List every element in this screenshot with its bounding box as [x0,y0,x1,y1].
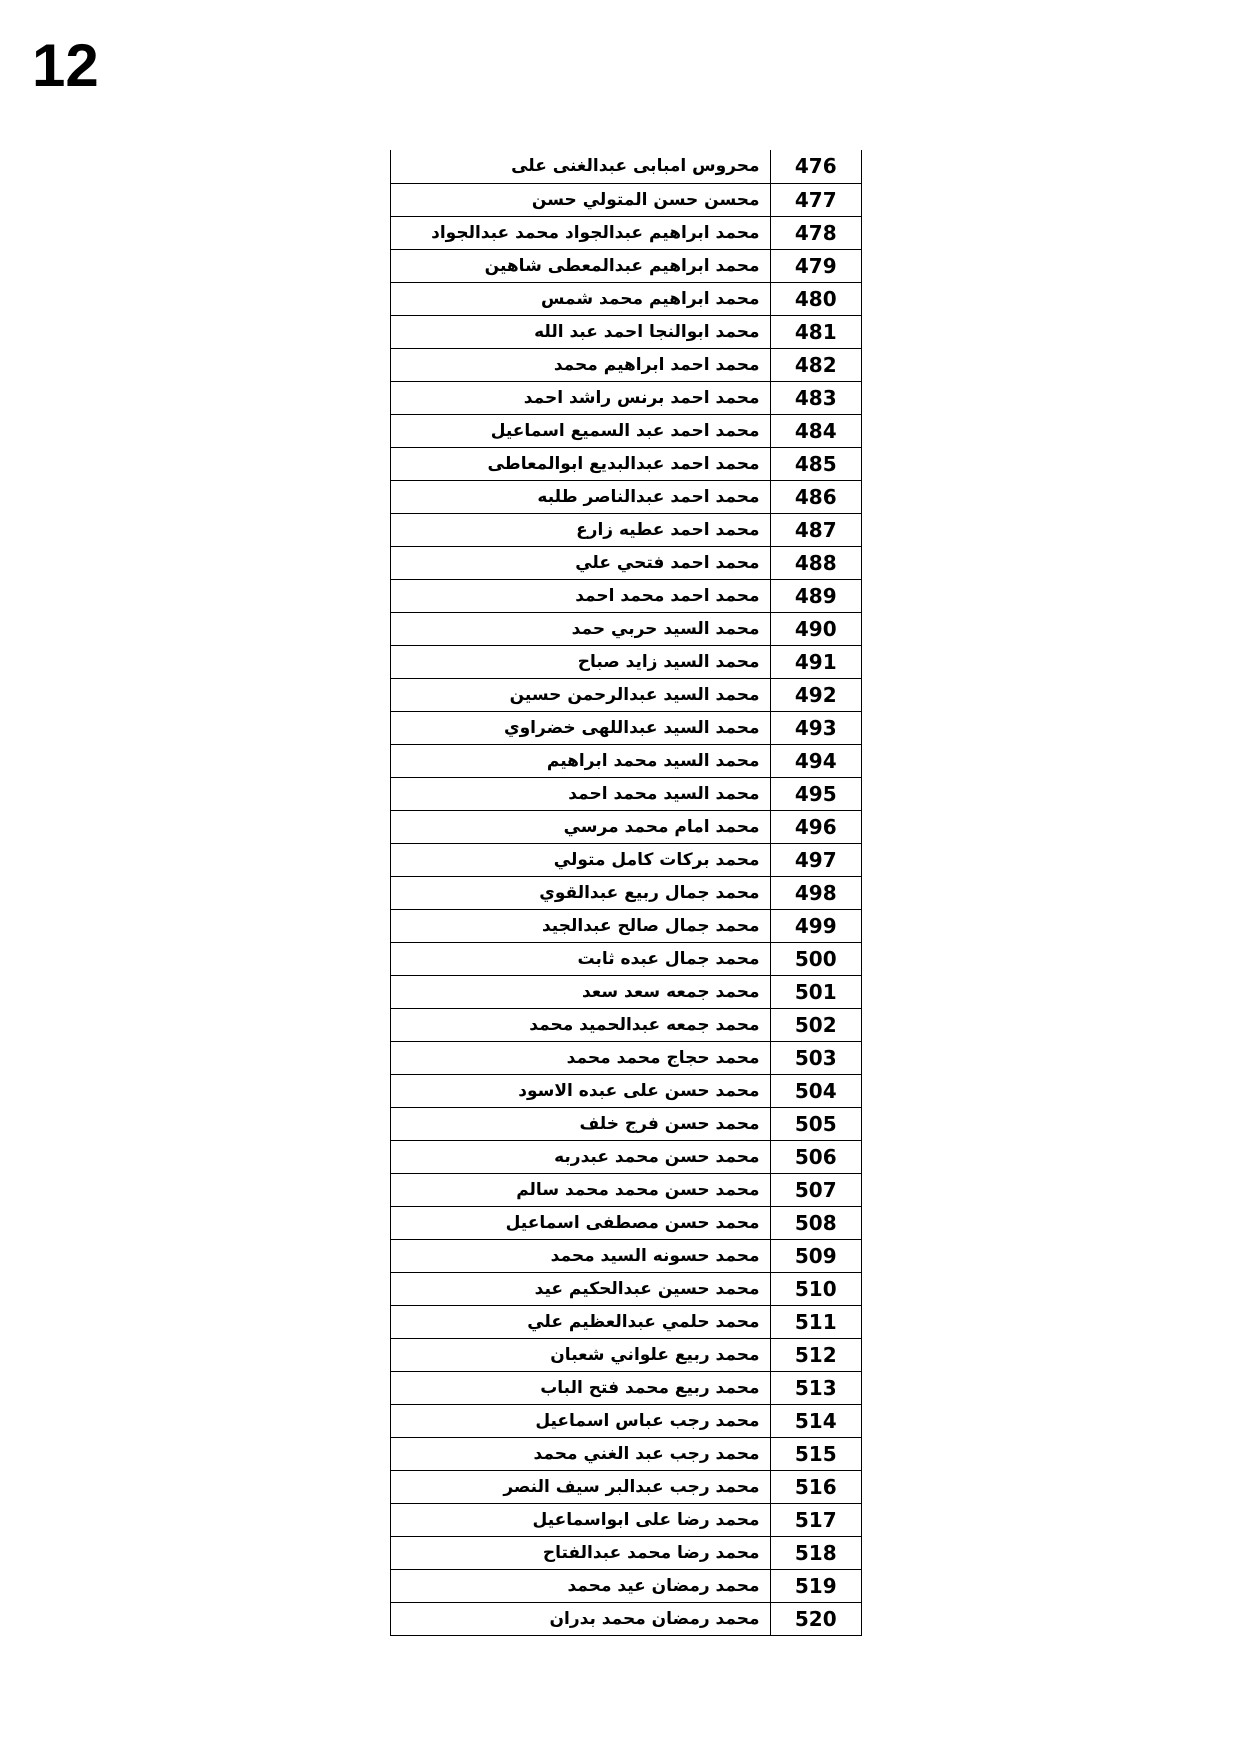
name-cell: محمد احمد عطيه زارع [391,513,771,546]
table-row [391,414,862,447]
name-cell: محمد رجب عبدالبر سيف النصر [391,1470,771,1503]
table-body [391,150,862,1635]
name-cell: محمد احمد عبد السميع اسماعيل [391,414,771,447]
number-cell: 482 [770,348,861,381]
number-cell: 499 [770,909,861,942]
table-row [391,1602,862,1635]
number-cell: 495 [770,777,861,810]
name-cell: محمد حسن مصطفى اسماعيل [391,1206,771,1239]
table-row [391,1569,862,1602]
number-cell: 488 [770,546,861,579]
table-row [391,645,862,678]
name-cell: محمد حسن محمد عبدربه [391,1140,771,1173]
table-row [391,1041,862,1074]
name-cell: محمد جمعه عبدالحميد محمد [391,1008,771,1041]
table-row [391,1008,862,1041]
name-cell: محمد حجاج محمد محمد [391,1041,771,1074]
name-cell: محمد ابوالنجا احمد عبد الله [391,315,771,348]
number-cell: 508 [770,1206,861,1239]
name-cell: محمد السيد عبداللهى خضراوي [391,711,771,744]
table-row [391,711,862,744]
name-cell: محمد رجب عبد الغني محمد [391,1437,771,1470]
name-cell: محمد ابراهيم محمد شمس [391,282,771,315]
table-row [391,546,862,579]
table-row [391,1173,862,1206]
number-cell: 498 [770,876,861,909]
table-row [391,678,862,711]
number-cell: 492 [770,678,861,711]
name-cell: محمد جمال ربيع عبدالقوي [391,876,771,909]
table-row [391,777,862,810]
number-cell: 485 [770,447,861,480]
number-cell: 513 [770,1371,861,1404]
name-cell: محمد احمد ابراهيم محمد [391,348,771,381]
number-cell: 487 [770,513,861,546]
name-cell: محمد ربيع محمد فتح الباب [391,1371,771,1404]
name-cell: محمد احمد عبدالناصر طلبه [391,480,771,513]
name-cell: محمد رمضان محمد بدران [391,1602,771,1635]
number-cell: 514 [770,1404,861,1437]
name-cell: محمد حسن فرج خلف [391,1107,771,1140]
name-cell: محمد رضا على ابواسماعيل [391,1503,771,1536]
name-cell: محمد احمد فتحي علي [391,546,771,579]
table-row [391,150,862,183]
number-cell: 496 [770,810,861,843]
name-cell: محمد ابراهيم عبدالجواد محمد عبدالجواد [391,216,771,249]
table-row [391,249,862,282]
number-cell: 516 [770,1470,861,1503]
name-cell: محمد احمد عبدالبديع ابوالمعاطى [391,447,771,480]
number-cell: 502 [770,1008,861,1041]
number-cell: 489 [770,579,861,612]
name-cell: محمد حسين عبدالحكيم عيد [391,1272,771,1305]
table-row [391,282,862,315]
name-cell: محمد السيد عبدالرحمن حسين [391,678,771,711]
number-cell: 520 [770,1602,861,1635]
name-cell: محمد ابراهيم عبدالمعطى شاهين [391,249,771,282]
number-cell: 504 [770,1074,861,1107]
number-cell: 509 [770,1239,861,1272]
table-row [391,1305,862,1338]
name-cell: محروس امبابى عبدالغنى على [391,150,771,183]
number-cell: 477 [770,183,861,216]
name-cell: محمد جمال صالح عبدالجيد [391,909,771,942]
table-row [391,381,862,414]
name-cell: محمد السيد محمد احمد [391,777,771,810]
table-row [391,1371,862,1404]
table-row [391,315,862,348]
table-row [391,1107,862,1140]
table-row [391,447,862,480]
name-cell: محمد امام محمد مرسي [391,810,771,843]
name-cell: محمد السيد محمد ابراهيم [391,744,771,777]
names-table [390,150,862,1636]
number-cell: 476 [770,150,861,183]
table-row [391,1140,862,1173]
table-row [391,216,862,249]
name-cell: محمد جمال عبده ثابت [391,942,771,975]
number-cell: 491 [770,645,861,678]
number-cell: 505 [770,1107,861,1140]
number-cell: 512 [770,1338,861,1371]
table-row [391,1404,862,1437]
number-cell: 511 [770,1305,861,1338]
name-cell: محمد ربيع علواني شعبان [391,1338,771,1371]
number-cell: 497 [770,843,861,876]
number-cell: 490 [770,612,861,645]
name-cell: محمد حسن محمد محمد سالم [391,1173,771,1206]
number-cell: 486 [770,480,861,513]
table-row [391,480,862,513]
number-cell: 503 [770,1041,861,1074]
name-cell: محسن حسن المتولي حسن [391,183,771,216]
name-cell: محمد رجب عباس اسماعيل [391,1404,771,1437]
number-cell: 510 [770,1272,861,1305]
table-row [391,744,862,777]
number-cell: 506 [770,1140,861,1173]
number-cell: 517 [770,1503,861,1536]
name-cell: محمد حسن على عبده الاسود [391,1074,771,1107]
table-row [391,843,862,876]
name-cell: محمد السيد حربي حمد [391,612,771,645]
table-row [391,1437,862,1470]
name-cell: محمد رمضان عيد محمد [391,1569,771,1602]
table-row [391,975,862,1008]
number-cell: 479 [770,249,861,282]
number-cell: 507 [770,1173,861,1206]
table-row [391,909,862,942]
table-row [391,579,862,612]
number-cell: 519 [770,1569,861,1602]
number-cell: 480 [770,282,861,315]
page-number: 12 [32,32,99,99]
table-row [391,348,862,381]
number-cell: 481 [770,315,861,348]
table-row [391,1338,862,1371]
table-row [391,1536,862,1569]
table-row [391,942,862,975]
name-cell: محمد حسونه السيد محمد [391,1239,771,1272]
table-row [391,810,862,843]
number-cell: 478 [770,216,861,249]
table-row [391,1239,862,1272]
table-row [391,1470,862,1503]
table-row [391,1272,862,1305]
number-cell: 515 [770,1437,861,1470]
number-cell: 501 [770,975,861,1008]
number-cell: 484 [770,414,861,447]
name-cell: محمد جمعه سعد سعد [391,975,771,1008]
table-row [391,1503,862,1536]
name-cell: محمد السيد زايد صباح [391,645,771,678]
number-cell: 483 [770,381,861,414]
name-cell: محمد بركات كامل متولي [391,843,771,876]
name-cell: محمد احمد محمد احمد [391,579,771,612]
number-cell: 500 [770,942,861,975]
number-cell: 493 [770,711,861,744]
number-cell: 494 [770,744,861,777]
table-row [391,876,862,909]
name-cell: محمد حلمي عبدالعظيم علي [391,1305,771,1338]
table-row [391,513,862,546]
table-row [391,612,862,645]
number-cell: 518 [770,1536,861,1569]
name-cell: محمد رضا محمد عبدالفتاح [391,1536,771,1569]
table-row [391,183,862,216]
table-row [391,1206,862,1239]
name-cell: محمد احمد برنس راشد احمد [391,381,771,414]
table-row [391,1074,862,1107]
